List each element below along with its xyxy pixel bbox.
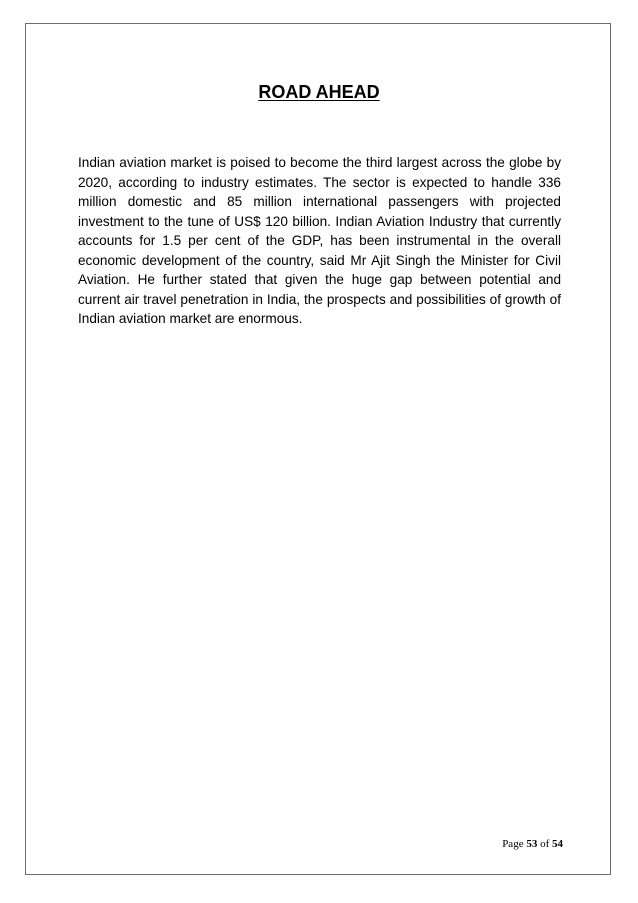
page-label: Page	[502, 838, 524, 850]
body-paragraph: Indian aviation market is poised to become the third largest across the globe by 2020, according to industry estimates. The sector is expected to handle 336 million domestic and 85 million international passengers with projected investment to the tune of US$ 120 billion. Indian Aviation Industry that currently accounts for 1.5 per cent of the GDP, has been instrumental in the overall economic development of the country, said Mr Ajit Singh the Minister for Civil Aviation. He further stated that given the huge gap between potential and current air travel penetration in India, the prospects and possibilities of growth of Indian aviation market are enormous.	[78, 155, 561, 326]
current-page-number: 53	[526, 838, 538, 850]
page-footer	[502, 838, 563, 850]
page-title	[0, 82, 638, 103]
total-pages-number: 54	[552, 838, 563, 850]
page-border	[25, 23, 611, 875]
page-title-text: ROAD AHEAD	[258, 82, 380, 102]
of-label: of	[540, 838, 550, 850]
